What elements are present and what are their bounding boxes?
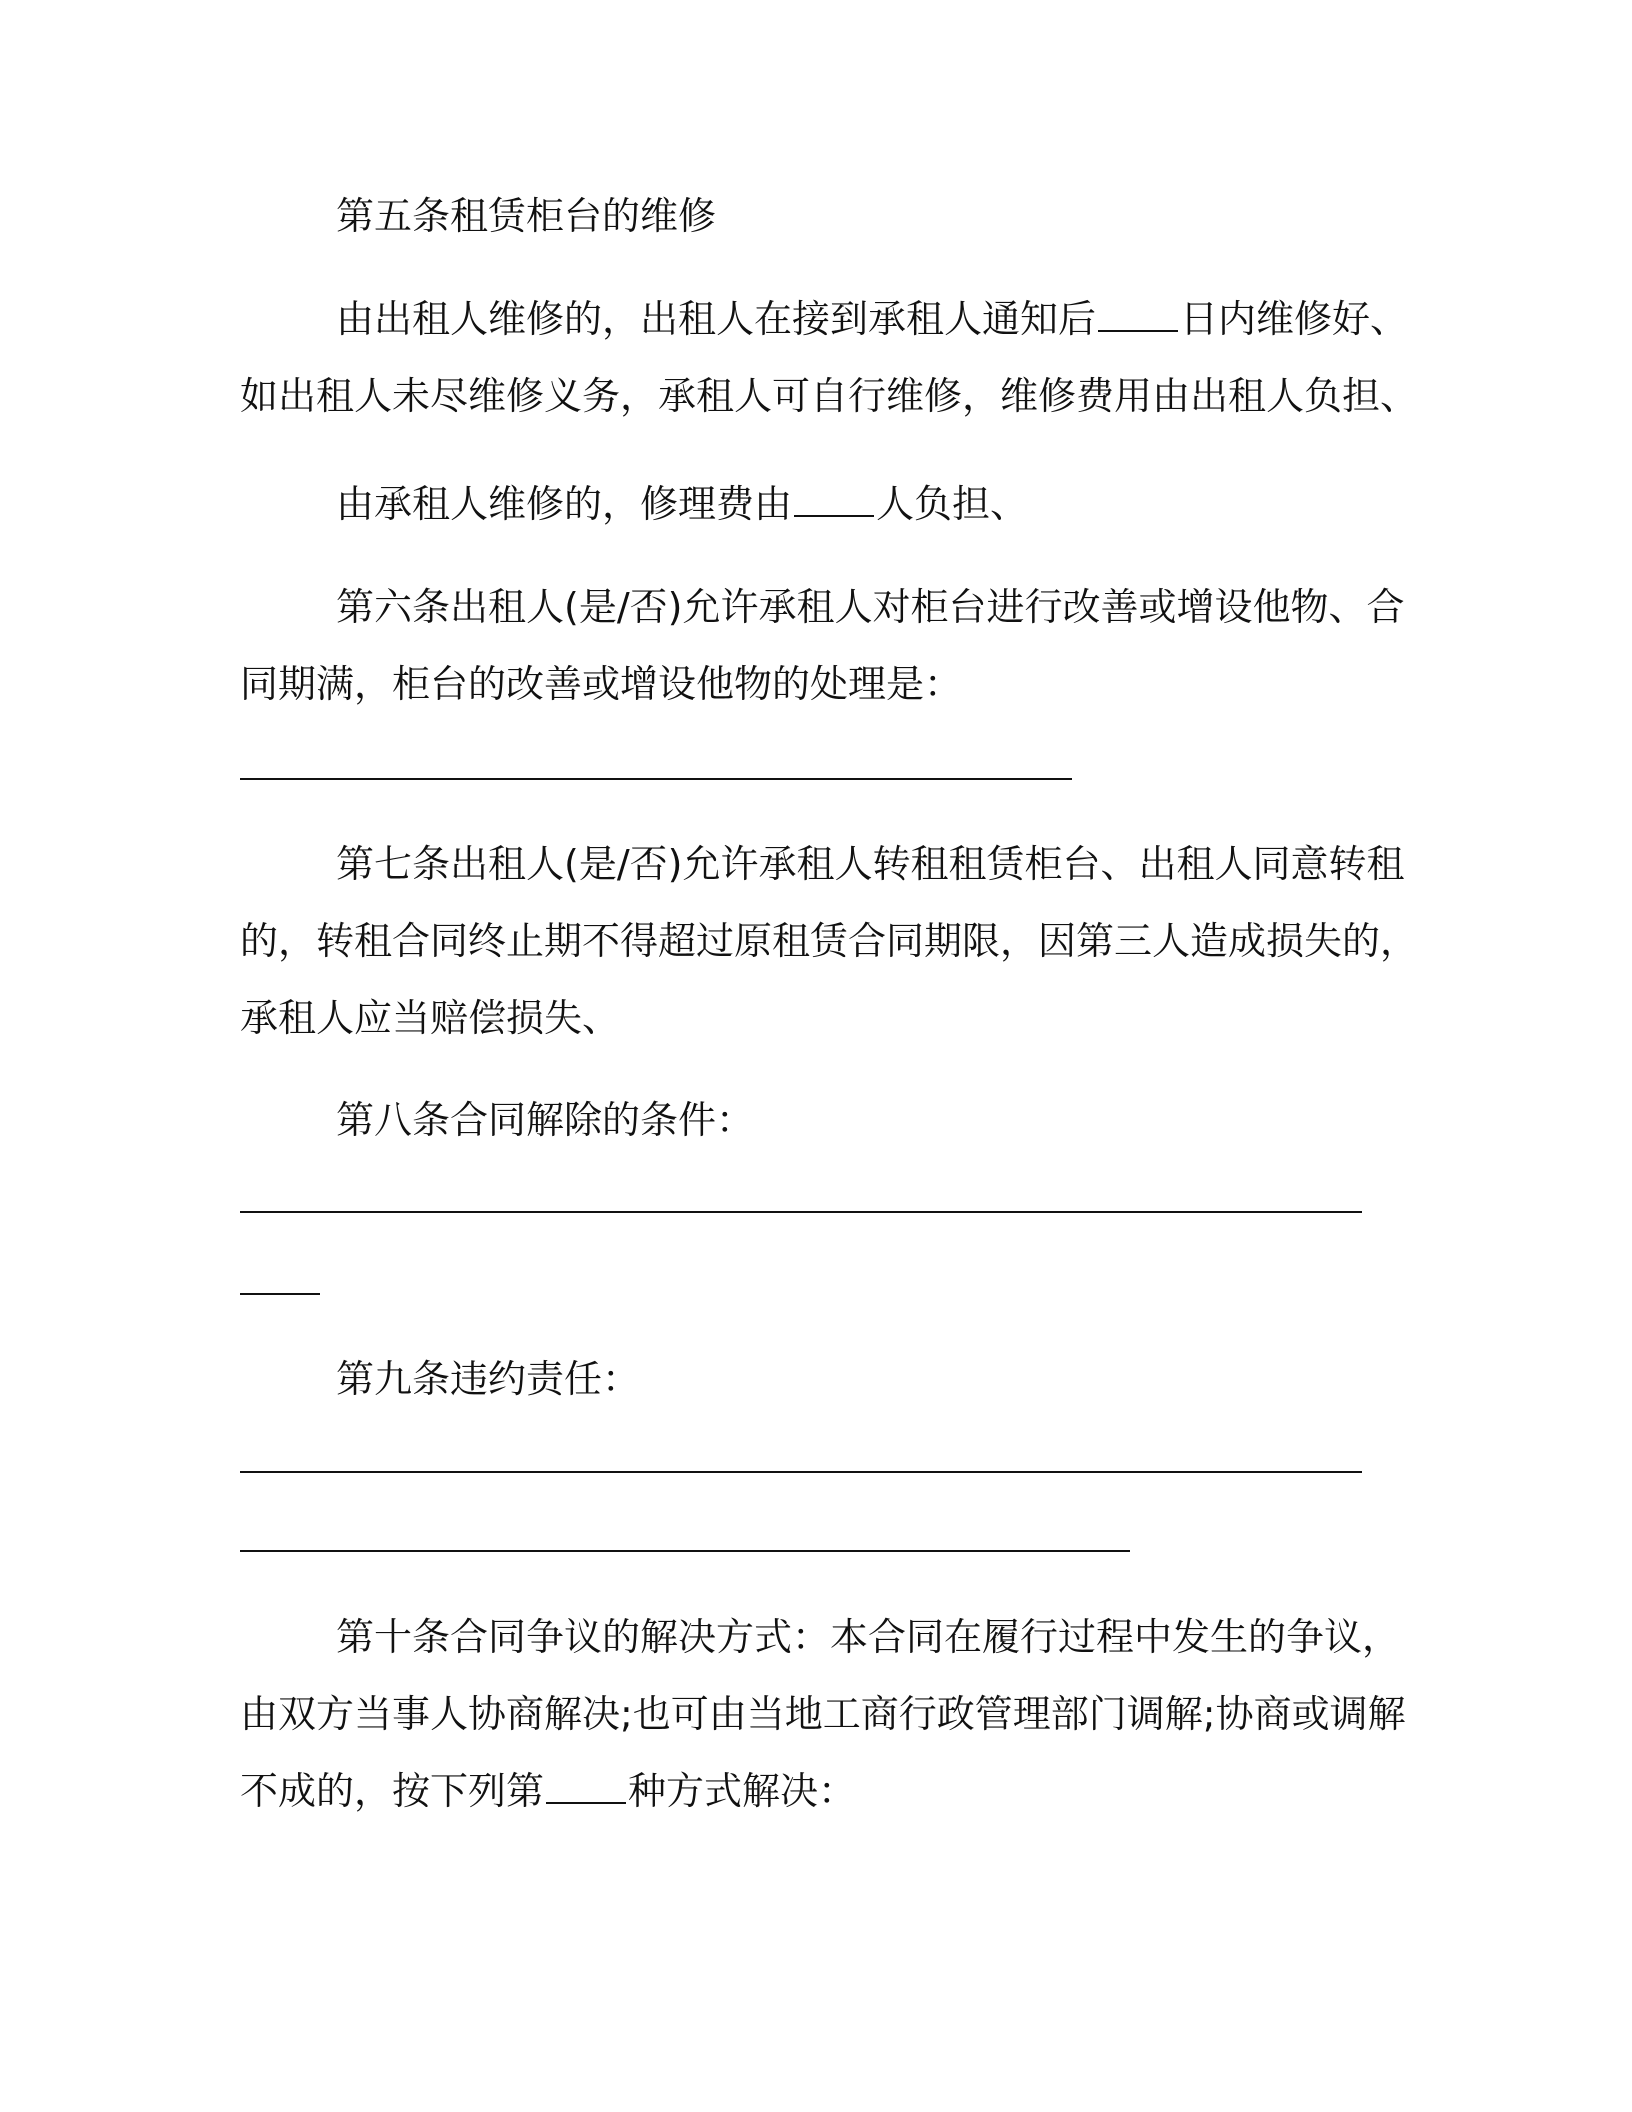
article-6-line-1: 第六条出租人(是/否)允许承租人对柜台进行改善或增设他物、合 <box>336 585 1405 629</box>
article-5-text-b: 日内维修好、 <box>1180 297 1409 341</box>
article-10-text-b: 种方式解决： <box>628 1769 857 1813</box>
article-7-line-2: 的，转租合同终止期不得超过原租赁合同期限，因第三人造成损失的， <box>240 919 1419 963</box>
article-10-line-2: 由双方当事人协商解决;也可由当地工商行政管理部门调解;协商或调解 <box>240 1692 1406 1736</box>
article-9-fill-line-2[interactable] <box>240 1550 1130 1552</box>
article-10-line-3 <box>240 1767 856 1815</box>
article-8-fill-line-1[interactable] <box>240 1211 1362 1213</box>
article-9-fill-line-1[interactable] <box>240 1471 1362 1473</box>
article-5-paragraph-2 <box>336 480 1028 528</box>
article-5-text-a: 由出租人维修的，出租人在接到承租人通知后 <box>336 297 1097 341</box>
article-5-paragraph-1-line-1 <box>336 295 1408 343</box>
article-7-line-3: 承租人应当赔偿损失、 <box>240 996 621 1040</box>
article-8-fill-line-2[interactable] <box>240 1293 320 1295</box>
article-5-p2-text-b: 人负担、 <box>876 482 1029 526</box>
dispute-method-blank[interactable] <box>546 1768 626 1804</box>
article-10-line-1: 第十条合同争议的解决方式：本合同在履行过程中发生的争议， <box>336 1615 1401 1659</box>
article-5-paragraph-1-line-2: 如出租人未尽维修义务，承租人可自行维修，维修费用由出租人负担、 <box>240 374 1419 418</box>
article-6-line-2: 同期满，柜台的改善或增设他物的处理是： <box>240 662 963 706</box>
article-7-line-1: 第七条出租人(是/否)允许承租人转租租赁柜台、出租人同意转租 <box>336 842 1405 886</box>
article-8-title: 第八条合同解除的条件： <box>336 1098 755 1142</box>
days-blank[interactable] <box>1098 296 1178 332</box>
responsible-party-blank[interactable] <box>794 481 874 517</box>
article-5-p2-text-a: 由承租人维修的，修理费由 <box>336 482 793 526</box>
article-10-text-a: 不成的，按下列第 <box>240 1769 545 1813</box>
article-9-title: 第九条违约责任： <box>336 1357 641 1401</box>
article-5-title: 第五条租赁柜台的维修 <box>336 194 717 238</box>
article-6-fill-line[interactable] <box>240 778 1072 780</box>
